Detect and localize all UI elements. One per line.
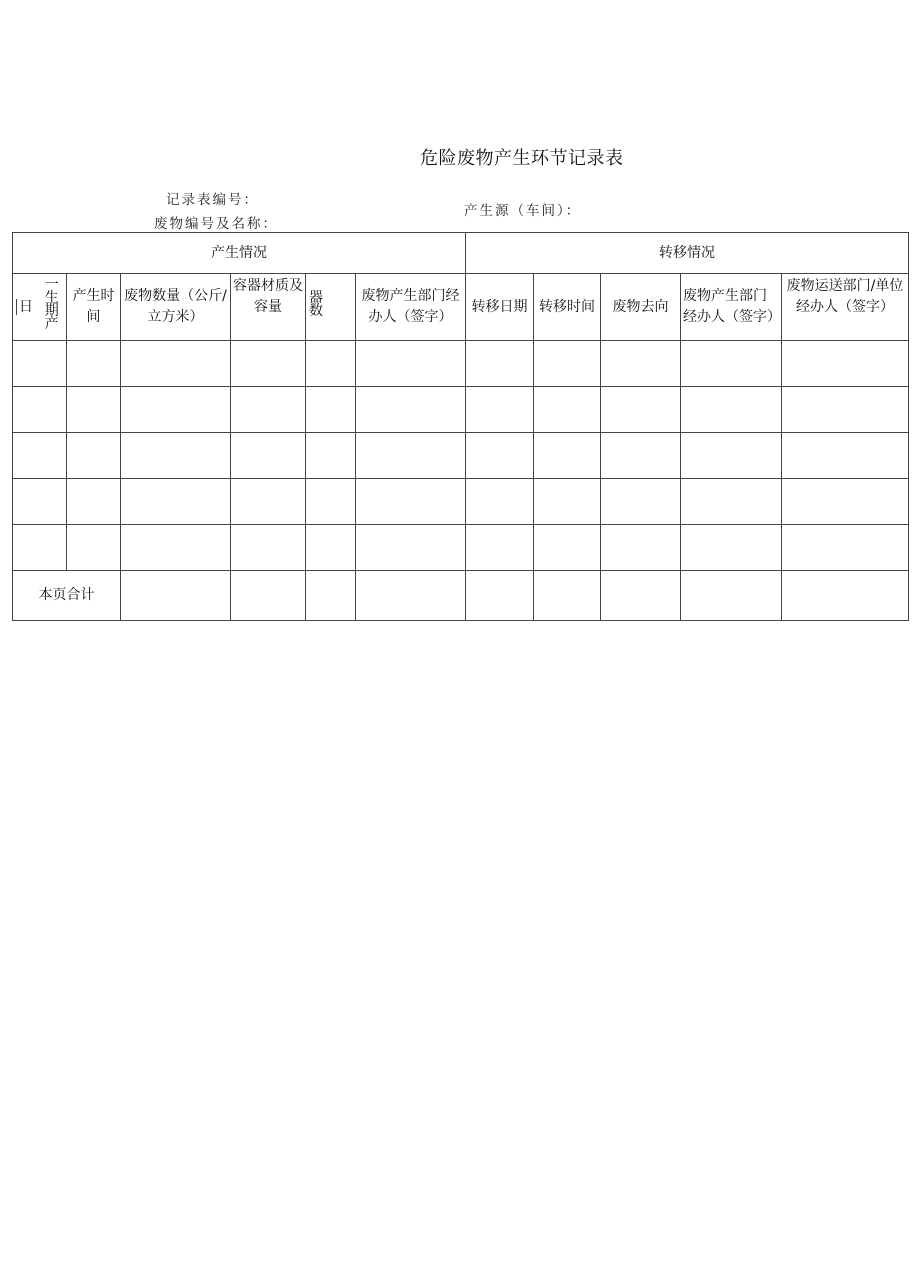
table-cell[interactable] [681,341,782,387]
table-cell[interactable] [534,433,601,479]
table-cell[interactable] [466,387,534,433]
table-cell[interactable] [534,525,601,571]
table-cell[interactable] [782,433,909,479]
table-cell[interactable] [13,387,67,433]
table-cell[interactable] [121,341,231,387]
table-cell[interactable] [601,341,681,387]
table-row [13,341,909,387]
table-cell[interactable] [466,479,534,525]
column-header-transfer-generation-handler: 废物产生部门经办人（签字） [681,274,782,341]
table-cell[interactable] [681,479,782,525]
table-cell[interactable] [67,479,121,525]
table-cell[interactable] [534,341,601,387]
table-cell[interactable] [306,525,356,571]
table-cell[interactable] [601,479,681,525]
generation-source-label: 产生源（车间）： [464,203,582,219]
column-header-container-material: 容器材质及容量 [231,274,306,341]
table-cell[interactable] [356,571,466,621]
table-cell[interactable] [231,525,306,571]
group-header-transfer: 转移情况 [466,233,909,274]
column-header-generation-time: 产生时间 [67,274,121,341]
table-row [13,387,909,433]
table-cell[interactable] [601,433,681,479]
table-cell[interactable] [13,525,67,571]
table-row [13,479,909,525]
table-cell[interactable] [534,387,601,433]
table-cell[interactable] [121,433,231,479]
table-cell[interactable] [466,525,534,571]
table-cell[interactable] [13,341,67,387]
table-cell[interactable] [231,479,306,525]
table-cell[interactable] [356,525,466,571]
table-cell[interactable] [13,479,67,525]
column-header-transfer-date: 转移日期 [466,274,534,341]
table-cell[interactable] [306,387,356,433]
form-title: 危险废物产生环节记录表 [420,148,624,169]
table-cell[interactable] [306,433,356,479]
table-cell[interactable] [534,571,601,621]
table-cell[interactable] [231,387,306,433]
table-cell[interactable] [356,387,466,433]
column-header-waste-destination: 废物去向 [601,274,681,341]
page-total-row [13,571,909,621]
table-cell[interactable] [121,571,231,621]
column-header-generation-handler: 废物产生部门经办人（签字） [356,274,466,341]
table-cell[interactable] [121,479,231,525]
table-cell[interactable] [782,341,909,387]
column-header-day: 日 [13,274,38,341]
table-cell[interactable] [121,387,231,433]
table-cell[interactable] [67,341,121,387]
table-cell[interactable] [681,387,782,433]
table-cell[interactable] [13,433,67,479]
table-cell[interactable] [67,525,121,571]
column-header-container-count: 器数 [306,274,356,341]
table-cell[interactable] [601,525,681,571]
waste-code-name-label: 废物编号及名称： [154,216,278,232]
table-cell[interactable] [356,341,466,387]
table-cell[interactable] [782,571,909,621]
table-cell[interactable] [231,433,306,479]
table-cell[interactable] [782,479,909,525]
column-header-generation-date: 一生期产 [38,274,67,341]
column-header-transfer-time: 转移时间 [534,274,601,341]
table-cell[interactable] [782,525,909,571]
table-cell[interactable] [681,571,782,621]
table-cell[interactable] [681,433,782,479]
column-header-transport-handler: 废物运送部门/单位经办人（签字） [782,274,909,341]
table-cell[interactable] [306,341,356,387]
table-row [13,433,909,479]
table-cell[interactable] [534,479,601,525]
table-cell[interactable] [306,479,356,525]
table-cell[interactable] [466,341,534,387]
column-header-waste-quantity: 废物数量（公斤/立方米） [121,274,231,341]
table-cell[interactable] [782,387,909,433]
table-cell[interactable] [231,341,306,387]
table-cell[interactable] [601,387,681,433]
table-row [13,525,909,571]
table-cell[interactable] [356,479,466,525]
table-cell[interactable] [681,525,782,571]
table-cell[interactable] [466,571,534,621]
table-cell[interactable] [121,525,231,571]
hazardous-waste-record-table [12,232,909,621]
table-cell[interactable] [356,433,466,479]
table-cell[interactable] [231,571,306,621]
table-cell[interactable] [466,433,534,479]
table-cell[interactable] [67,433,121,479]
table-cell[interactable] [306,571,356,621]
table-cell[interactable] [601,571,681,621]
page-total-label: 本页合计 [13,571,121,621]
table-cell[interactable] [67,387,121,433]
group-header-generation: 产生情况 [13,233,466,274]
record-number-label: 记录表编号： [166,192,259,208]
